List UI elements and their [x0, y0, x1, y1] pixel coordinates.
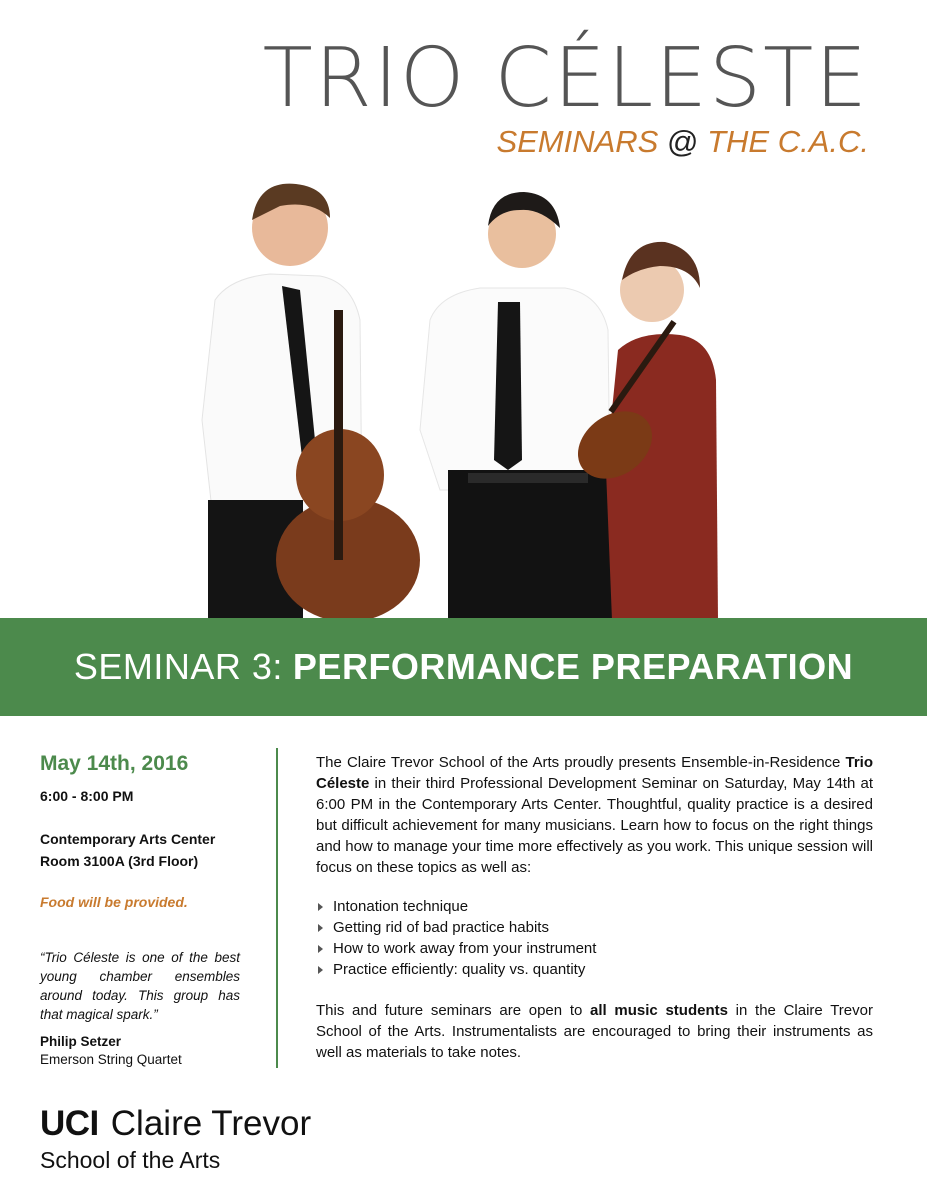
- quote-author: Philip Setzer: [40, 1034, 122, 1049]
- event-date: May 14th, 2016: [40, 752, 189, 775]
- intro-paragraph: [316, 752, 873, 878]
- list-item: [316, 938, 873, 959]
- closing-text-1: This and future seminars are open to: [316, 1002, 591, 1019]
- topic-text: Intonation technique: [333, 898, 469, 915]
- venue-room: Room 3100A (3rd Floor): [40, 853, 199, 869]
- banner-prefix: SEMINAR 3:: [73, 646, 283, 687]
- logo-school: School of the Arts: [40, 1147, 221, 1173]
- topic-text: Getting rid of bad practice habits: [333, 919, 549, 936]
- school-logo: [40, 1106, 311, 1174]
- topic-list: [316, 896, 873, 980]
- subtitle-venue: THE C.A.C.: [707, 124, 869, 159]
- testimonial-quote: “Trio Céleste is one of the best young chamber ensembles around today. This group has that magical spark.”: [40, 950, 240, 1022]
- topic-text: How to work away from your instrument: [333, 940, 597, 957]
- closing-audience: all music students: [590, 1002, 728, 1019]
- event-subtitle: [496, 126, 869, 157]
- intro-text-1: The Claire Trevor School of the Arts proudly presents Ensemble-in-Residence: [316, 754, 846, 771]
- subtitle-at: @: [666, 124, 699, 159]
- seminar-description: [316, 752, 873, 1063]
- quote-affiliation: Emerson String Quartet: [40, 1052, 182, 1067]
- subtitle-seminars: SEMINARS: [496, 124, 659, 159]
- seminar-banner: [0, 618, 927, 716]
- trio-photo: [0, 170, 927, 620]
- bullet-triangle-icon: [318, 945, 323, 953]
- intro-ensemble-name: Trio Céleste: [316, 754, 873, 792]
- banner-title: PERFORMANCE PREPARATION: [292, 646, 854, 687]
- topic-text: Practice efficiently: quality vs. quantity: [333, 961, 586, 978]
- bullet-triangle-icon: [318, 903, 323, 911]
- event-title: TRIO CÉLESTE: [262, 31, 869, 126]
- closing-text-2: in the Claire Trevor School of the Arts. Instrumentalists are encouraged to bring their instruments as well as materials to take notes.: [316, 1002, 873, 1061]
- bullet-triangle-icon: [318, 924, 323, 932]
- event-venue: [40, 828, 240, 872]
- intro-text-2: in their third Professional Development Seminar on Saturday, May 14th at 6:00 PM in the Contemporary Arts Center. Thoughtful, quality practice is a desired but difficult achievement for many musicians. Learn how to focus on the right things and how to manage your time more effectively as you work. This unique session will focus on these topics as well as:: [316, 775, 873, 876]
- list-item: [316, 959, 873, 980]
- closing-paragraph: [316, 1000, 873, 1063]
- venue-name: Contemporary Arts Center: [40, 831, 216, 847]
- list-item: [316, 896, 873, 917]
- logo-uci: UCI: [40, 1104, 99, 1143]
- list-item: [316, 917, 873, 938]
- event-time: 6:00 - 8:00 PM: [40, 788, 134, 804]
- logo-name: Claire Trevor: [110, 1104, 312, 1143]
- bullet-triangle-icon: [318, 966, 323, 974]
- column-divider: [276, 748, 278, 1068]
- food-note: Food will be provided.: [40, 894, 188, 910]
- event-details: [40, 752, 240, 1067]
